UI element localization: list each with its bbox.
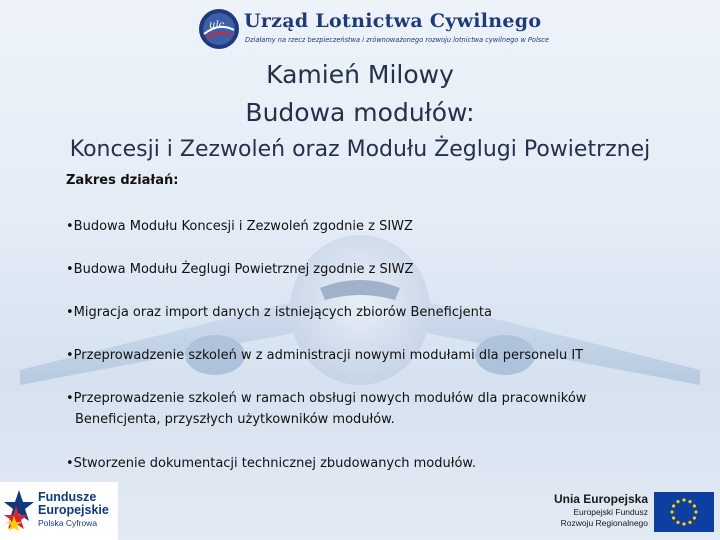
list-item-continuation: Beneficjenta, przyszłych użytkowników modułów. (75, 412, 395, 427)
eu-star-icon (693, 516, 696, 519)
eu-star-icon (688, 500, 691, 503)
eu-star-icon (682, 522, 685, 525)
eu-star-icon (693, 504, 696, 507)
org-name: Urząd Lotnictwa Cywilnego (244, 10, 542, 32)
list-item: •Budowa Modułu Koncesji i Zezwoleń zgodnie z SIWZ (66, 219, 413, 234)
title-line-3: Koncesji i Zezwoleń oraz Modułu Żeglugi Powietrznej (69, 137, 651, 162)
fe-stars-icon (4, 488, 34, 534)
unia-europejska-logo (540, 488, 720, 540)
list-item: •Budowa Modułu Żeglugi Powietrznej zgodnie z SIWZ (66, 262, 414, 277)
svg-text:ulc: ulc (209, 20, 225, 31)
org-tagline: Działamy na rzecz bezpieczeństwa i zrównoważonego rozwoju lotnictwa cywilnego w Polsce (245, 36, 549, 44)
eu-line-1: Unia Europejska (553, 492, 648, 506)
list-item: •Przeprowadzenie szkoleń w ramach obsługi nowych modułów dla pracowników (66, 391, 587, 406)
eu-line-2: Europejski Fundusz (573, 507, 648, 517)
eu-star-icon (682, 498, 685, 501)
list-item: •Migracja oraz import danych z istniejących zbiorów Beneficjenta (66, 305, 492, 320)
fundusze-europejskie-logo (0, 482, 118, 540)
list-item: •Przeprowadzenie szkoleń w z administracji nowymi modułami dla personelu IT (66, 348, 584, 363)
eu-star-icon (672, 516, 675, 519)
eu-line-3: Rozwoju Regionalnego (560, 518, 648, 528)
list-item: •Stworzenie dokumentacji technicznej zbudowanych modułów. (66, 456, 476, 471)
fe-line-2: Europejskie (38, 503, 109, 517)
title-line-1: Kamień Milowy (266, 60, 454, 89)
eu-star-icon (694, 510, 697, 513)
eu-star-icon (676, 500, 679, 503)
title-line-2: Budowa modułów: (245, 98, 475, 127)
eu-star-icon (672, 504, 675, 507)
eu-star-icon (670, 510, 673, 513)
ulc-emblem-icon (198, 8, 240, 50)
ulc-logo (198, 8, 548, 52)
fe-line-1: Fundusze (38, 490, 97, 504)
eu-star-icon (688, 521, 691, 524)
eu-star-icon (676, 521, 679, 524)
eu-flag-icon (654, 492, 714, 532)
scope-label: Zakres działań: (66, 173, 179, 188)
fe-line-3: Polska Cyfrowa (38, 518, 98, 528)
